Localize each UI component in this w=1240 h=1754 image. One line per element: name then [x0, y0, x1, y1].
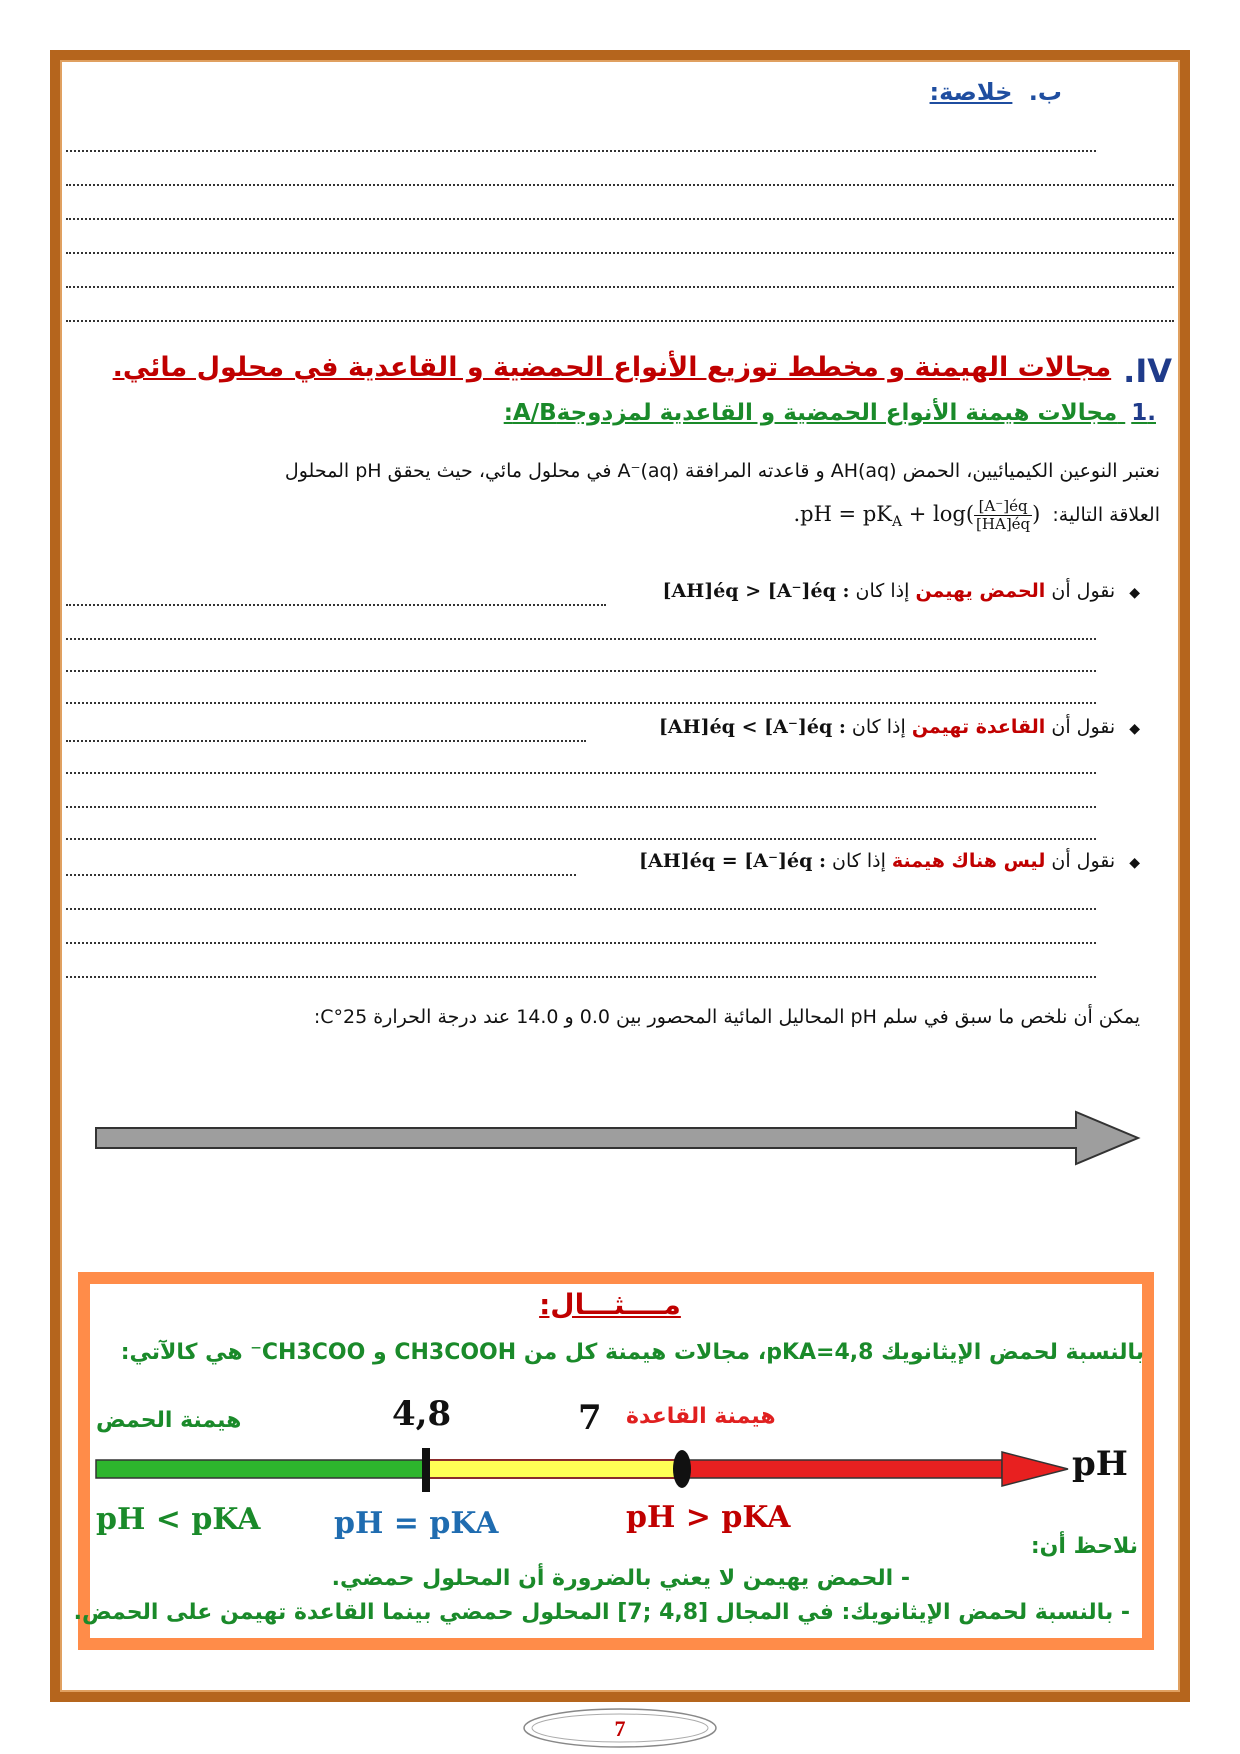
answer-line: [66, 216, 1174, 220]
ph-formula: [793, 498, 1040, 533]
mixed-domain-bar: [426, 1460, 682, 1478]
answer-line: [66, 872, 576, 876]
formula-sub: A: [891, 514, 903, 531]
acid-domain-label: هيمنة الحمض: [96, 1408, 242, 1433]
relation-gt: pH > pKA: [626, 1500, 791, 1535]
section-iv-heading: [113, 352, 1172, 390]
answer-line: [66, 940, 1096, 944]
answer-line: [66, 668, 1096, 672]
section-b-label: ب.: [1028, 78, 1062, 106]
answer-line: [66, 804, 1096, 808]
case-condition: [AH]éq < [A⁻]éq :: [658, 716, 846, 738]
neutral-value-label: 7: [578, 1398, 602, 1438]
ph-scale-arrow: [94, 1110, 1144, 1166]
section-1-title: مجالات هيمنة الأنواع الحمضية و القاعدية لمزدوجةA/B:: [503, 400, 1118, 426]
formula-ph: .pH = pK: [793, 502, 892, 526]
answer-line: [66, 250, 1174, 254]
answer-line: [66, 738, 586, 742]
case-highlight: القاعدة تهيمن: [911, 716, 1046, 738]
section-b-title: خلاصة:: [929, 78, 1013, 106]
section-iv-title: مجالات الهيمنة و مخطط توزيع الأنواع الحمضية و القاعدية في محلول مائي.: [112, 352, 1112, 383]
note-2: - بالنسبة لحمض الإيثانويك: في المجال [4,8 ;7] المحلول حمضي بينما القاعدة تهيمن على الحمض.: [73, 1600, 1130, 1625]
ph-axis-label: pH: [1072, 1444, 1128, 1484]
neutral-point-marker: [673, 1450, 691, 1488]
formula-close: ): [1032, 502, 1041, 526]
fraction-denominator: [HA]éq: [976, 515, 1031, 533]
diamond-bullet-icon: ◆: [1129, 721, 1140, 737]
case-condition: [AH]éq = [A⁻]éq :: [639, 850, 826, 872]
acid-domain-bar: [96, 1460, 426, 1478]
answer-line: [66, 148, 1096, 152]
diamond-bullet-icon: ◆: [1129, 855, 1140, 871]
answer-line: [66, 906, 1096, 910]
case-prefix: نقول أن: [1045, 850, 1116, 872]
case-condition: [AH]éq > [A⁻]éq :: [662, 580, 850, 602]
case-middle: إذا كان: [849, 580, 916, 602]
answer-line: [66, 700, 1096, 704]
answer-line: [66, 770, 1096, 774]
answer-line: [66, 636, 1096, 640]
relation-lt: pH < pKA: [96, 1502, 261, 1537]
fraction-numerator: [A⁻]éq: [974, 498, 1032, 516]
base-domain-label: هيمنة القاعدة: [626, 1404, 776, 1429]
section-1-number: .1: [1131, 400, 1156, 426]
diamond-bullet-icon: ◆: [1129, 585, 1140, 601]
page-number: 7: [614, 1716, 626, 1741]
section-b-heading: [930, 78, 1062, 106]
formula-fraction: [974, 498, 1032, 533]
formula-log: + log(: [902, 502, 975, 526]
example-title: مــــثـــال:: [539, 1288, 681, 1321]
case-middle: إذا كان: [825, 850, 892, 872]
axis-arrowhead: [1002, 1452, 1068, 1486]
answer-line: [66, 602, 606, 606]
relation-eq: pH = pKA: [334, 1506, 499, 1541]
intro-line-2: [793, 498, 1160, 554]
case-base: [659, 716, 1140, 738]
intro-line-2-prefix: العلاقة التالية:: [1052, 504, 1160, 526]
base-domain-bar: [682, 1460, 1002, 1478]
summary-line: يمكن أن نلخص ما سبق في سلم pH المحاليل المائية المحصور بين 0.0 و 14.0 عند درجة الحرارة 25°C:: [313, 1006, 1140, 1028]
section-1-heading: [504, 400, 1156, 426]
answer-line: [66, 182, 1174, 186]
domain-scale-axis: [92, 1446, 1082, 1496]
case-middle: إذا كان: [845, 716, 912, 738]
answer-line: [66, 974, 1096, 978]
section-iv-number: IV.: [1123, 352, 1172, 390]
example-statement: بالنسبة لحمض الإيثانويك pKA=4,8، مجالات هيمنة كل من CH3COOH و CH3COO⁻ هي كالآتي:: [120, 1340, 1144, 1365]
answer-line: [66, 318, 1174, 322]
intro-line-1: نعتبر النوعين الكيميائيين، الحمض AH(aq) و قاعدته المرافقة A⁻(aq) في محلول مائي، حيث يحقق pH المحلول: [284, 460, 1160, 482]
case-acid: [663, 580, 1140, 602]
note-title: نلاحظ أن:: [1030, 1534, 1138, 1559]
pka-tick: [422, 1448, 430, 1492]
note-1: - الحمض يهيمن لا يعني بالضرورة أن المحلول حمضي.: [331, 1566, 910, 1591]
case-prefix: نقول أن: [1045, 580, 1116, 602]
case-highlight: ليس هناك هيمنة: [891, 850, 1046, 872]
case-highlight: الحمض يهيمن: [915, 580, 1046, 602]
answer-line: [66, 284, 1174, 288]
case-none: [639, 850, 1140, 872]
answer-line: [66, 836, 1096, 840]
case-prefix: نقول أن: [1045, 716, 1116, 738]
pka-value-label: 4,8: [392, 1394, 452, 1434]
